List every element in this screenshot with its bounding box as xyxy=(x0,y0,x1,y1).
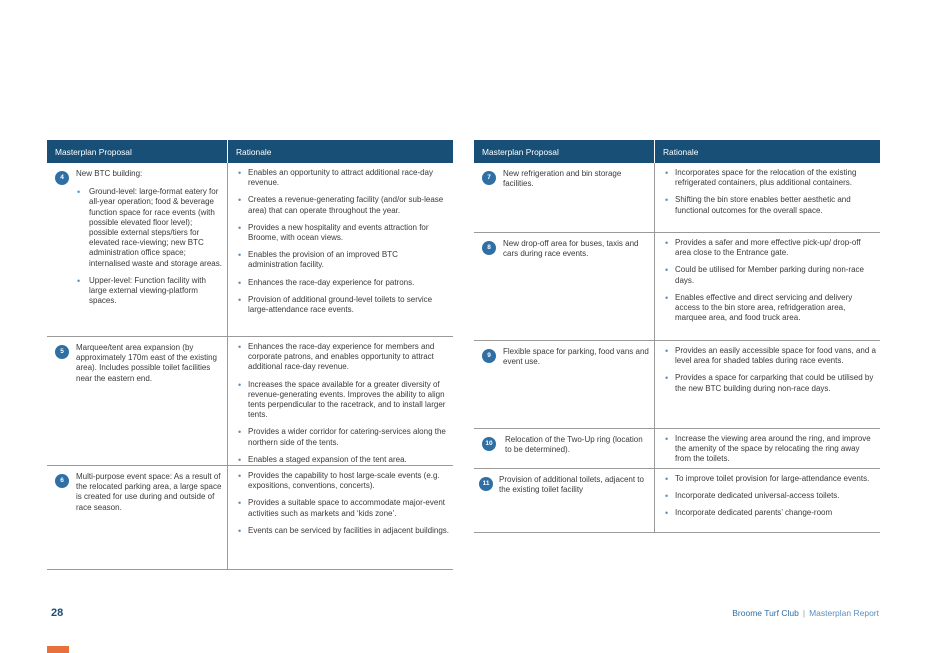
item-number-badge: 9 xyxy=(482,349,496,363)
footer-separator: | xyxy=(802,608,806,618)
list-item: • Increase the viewing area around the ring, and improve the amenity of the space by relocating the ring away from the toilets. xyxy=(663,434,876,465)
table-row xyxy=(474,469,880,533)
page-number: 28 xyxy=(51,607,64,619)
proposal-table-right xyxy=(474,140,880,533)
list-item: • Enables the provision of an improved BTC administration facility. xyxy=(236,250,449,270)
report-name: Masterplan Report xyxy=(809,608,879,618)
proposal-title: New refrigeration and bin storage facilities. xyxy=(503,169,622,189)
list-item: • Provides a new hospitality and events attraction for Broome, with ocean views. xyxy=(236,223,449,243)
list-item: • Provides an easily accessible space for food vans, and a level area for shaded tables during race events. xyxy=(663,346,876,366)
list-item: • Enhances the race-day experience for members and corporate patrons, and enables opportunity to attract additional race-day revenue. xyxy=(236,342,449,373)
proposal-title: New BTC building: xyxy=(76,169,143,178)
list-item: • Increases the space available for a greater diversity of revenue-generating events. Improves the ability to align tents perpendicular to the racetrack, and to install larger tents. xyxy=(236,380,449,421)
rationale-cell xyxy=(655,341,880,428)
item-number-badge: 7 xyxy=(482,171,496,185)
header-rationale: Rationale xyxy=(663,147,699,157)
club-name: Broome Turf Club xyxy=(732,608,799,618)
header-rationale: Rationale xyxy=(236,147,272,157)
proposal-cell xyxy=(474,233,655,340)
item-number-badge: 8 xyxy=(482,241,496,255)
table-row xyxy=(474,163,880,233)
table-row xyxy=(47,466,453,570)
list-item: • Incorporates space for the relocation of the existing refrigerated containers, plus additional containers. xyxy=(663,168,876,188)
proposal-title: Relocation of the Two-Up ring (location to be determined). xyxy=(505,435,643,455)
rationale-cell xyxy=(228,466,453,569)
item-number-badge: 6 xyxy=(55,474,69,488)
proposal-title: Multi-purpose event space: As a result of the relocated parking area, a large space is created for use during and outside of race season. xyxy=(76,472,222,512)
item-number-badge: 10 xyxy=(482,437,496,451)
table-row xyxy=(47,163,453,337)
table-row xyxy=(474,233,880,341)
list-item: • Events can be serviced by facilities in adjacent buildings. xyxy=(236,526,449,536)
proposal-cell xyxy=(474,429,655,468)
table-header xyxy=(47,140,453,163)
list-item: • Shifting the bin store enables better aesthetic and functional outcomes for the overall space. xyxy=(663,195,876,215)
proposal-title: Flexible space for parking, food vans and event use. xyxy=(503,347,649,367)
rationale-cell xyxy=(228,337,453,465)
list-item: • Enables an opportunity to attract additional race-day revenue. xyxy=(236,168,449,188)
list-item: • To improve toilet provision for large-attendance events. xyxy=(663,474,876,484)
proposal-cell xyxy=(474,341,655,428)
rationale-cell xyxy=(655,163,880,232)
list-item: • Provides a safer and more effective pick-up/ drop-off area close to the Entrance gate. xyxy=(663,238,876,258)
list-item: • Enables a staged expansion of the tent area. xyxy=(236,455,449,465)
list-item: • Provides a space for carparking that could be utilised by the new BTC building during non-race days. xyxy=(663,373,876,393)
proposal-sublist xyxy=(76,187,223,306)
proposal-title: Marquee/tent area expansion (by approximately 170m east of the existing area). Includes possible toilet facilities near the eastern end. xyxy=(76,343,217,383)
rationale-cell xyxy=(655,429,880,468)
proposal-table-left xyxy=(47,140,453,570)
proposal-cell xyxy=(47,337,228,465)
item-number-badge: 5 xyxy=(55,345,69,359)
list-item: • Enables effective and direct servicing and delivery access to the bin store area, refridgeration area, marquee area, and food truck area. xyxy=(663,293,876,324)
header-proposal: Masterplan Proposal xyxy=(474,140,655,163)
table-row xyxy=(474,341,880,429)
table-row xyxy=(474,429,880,469)
list-item: • Provides a suitable space to accommodate major-event activities such as markets and ‘kids zone’. xyxy=(236,498,449,518)
footer-title xyxy=(732,608,879,618)
accent-bar xyxy=(47,646,69,653)
list-item: • Provides the capability to host large-scale events (e.g. expositions, conventions, concerts). xyxy=(236,471,449,491)
list-item: • Incorporate dedicated universal-access toilets. xyxy=(663,491,876,501)
list-item: • Provision of additional ground-level toilets to service large-attendance race events. xyxy=(236,295,449,315)
rationale-cell xyxy=(228,163,453,336)
list-item: • Incorporate dedicated parents’ change-room xyxy=(663,508,876,518)
list-item: • Enhances the race-day experience for patrons. xyxy=(236,278,449,288)
proposal-cell xyxy=(47,163,228,336)
proposal-title: Provision of additional toilets, adjacent to the existing toilet facility xyxy=(499,475,644,495)
proposal-cell xyxy=(474,469,655,532)
table-header xyxy=(474,140,880,163)
rationale-cell xyxy=(655,233,880,340)
item-number-badge: 11 xyxy=(479,477,493,491)
list-item: • Provides a wider corridor for catering-services along the northern side of the tents. xyxy=(236,427,449,447)
list-item: • Could be utilised for Member parking during non-race days. xyxy=(663,265,876,285)
proposal-cell xyxy=(474,163,655,232)
list-item: • Creates a revenue-generating facility (and/or sub-lease area) that can operate throughout the year. xyxy=(236,195,449,215)
header-proposal: Masterplan Proposal xyxy=(47,140,228,163)
proposal-cell xyxy=(47,466,228,569)
proposal-title: New drop-off area for buses, taxis and cars during race events. xyxy=(503,239,639,259)
item-number-badge: 4 xyxy=(55,171,69,185)
list-item: • Upper-level: Function facility with large external viewing-platform spaces. xyxy=(76,276,223,307)
table-row xyxy=(47,337,453,466)
list-item: • Ground-level: large-format eatery for all-year operation; food & beverage function space for race events (with possible elevated floor level); possible external steps/tiers for elevated race-viewing; new BTC administration office space; internalised waste and storage areas. xyxy=(76,187,223,269)
rationale-cell xyxy=(655,469,880,532)
